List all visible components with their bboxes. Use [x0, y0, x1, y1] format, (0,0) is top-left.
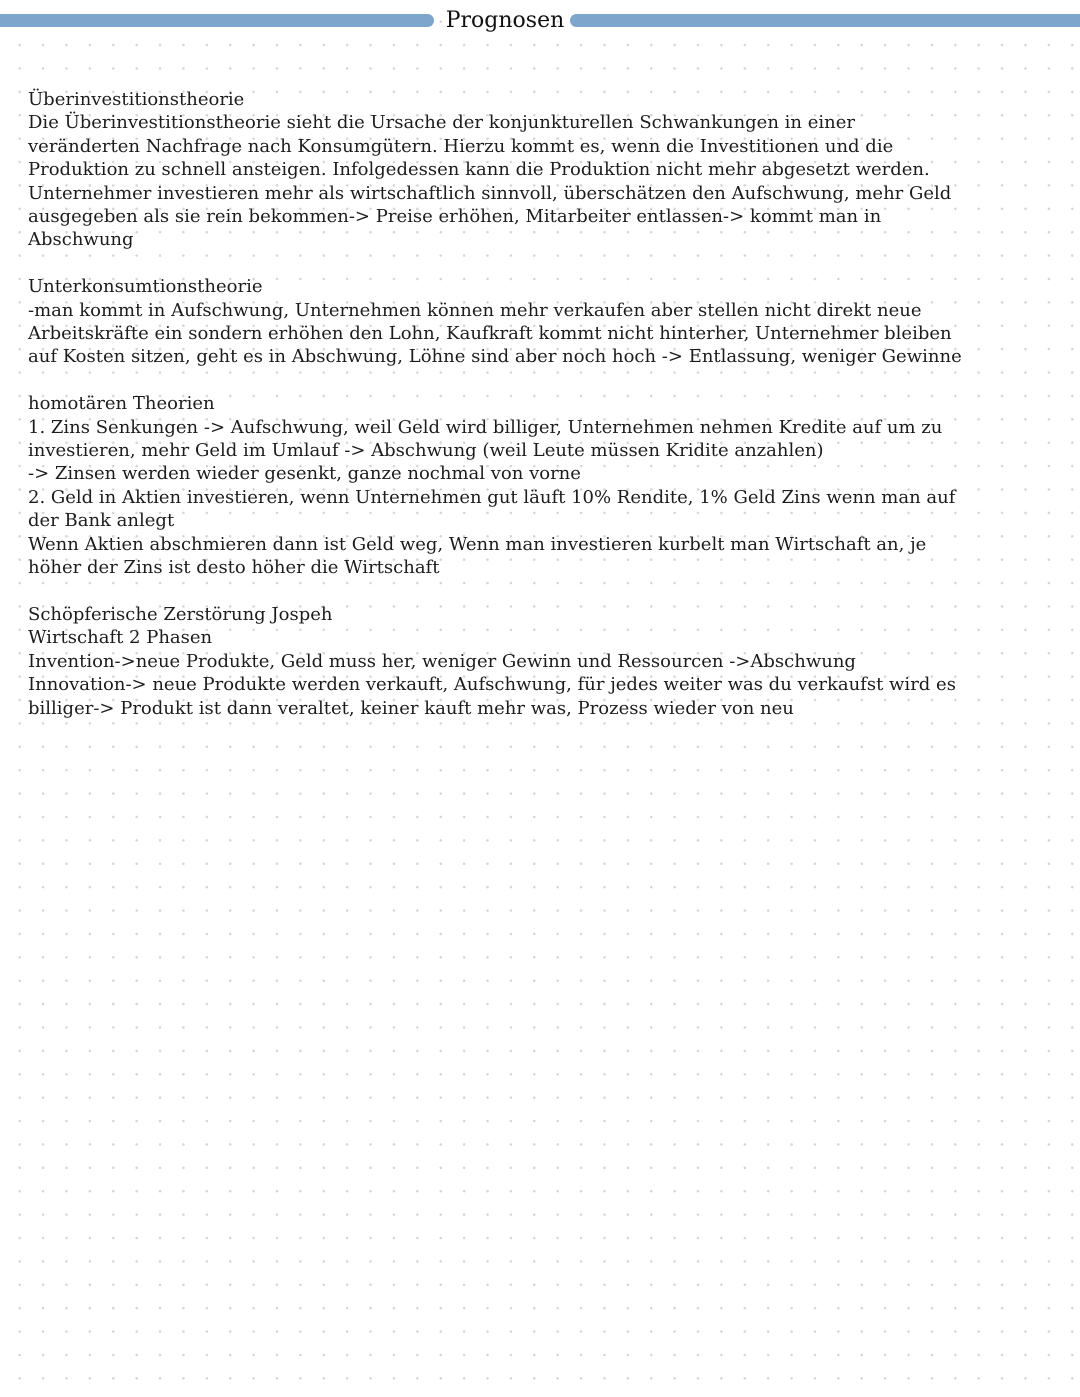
text-line: billiger-> Produkt ist dann veraltet, keiner kauft mehr was, Prozess wieder von neu [28, 697, 794, 719]
section-heading: Schöpferische Zerstörung Jospeh [28, 603, 333, 625]
text-line: veränderten Nachfrage nach Konsumgütern. Hierzu kommt es, wenn die Investitionen und die [28, 135, 894, 157]
text-line: investieren, mehr Geld im Umlauf -> Abschwung (weil Leute müssen Kridite anzahlen) [28, 440, 824, 462]
header-bar-right [570, 14, 1080, 27]
text-line: -man kommt in Aufschwung, Unternehmen können mehr verkaufen aber stellen nicht direkt neue [28, 299, 922, 321]
text-line: der Bank anlegt [28, 510, 175, 532]
text-line: Wirtschaft 2 Phasen [28, 627, 213, 649]
page-title: Prognosen [445, 8, 565, 33]
text-line: Abschwung [28, 229, 134, 251]
text-line: ausgegeben als sie rein bekommen-> Preise erhöhen, Mitarbeiter entlassen-> kommt man in [28, 206, 882, 228]
text-line: Produktion zu schnell ansteigen. Infolgedessen kann die Produktion nicht mehr abgesetzt werden. [28, 159, 930, 181]
text-line: Invention->neue Produkte, Geld muss her, weniger Gewinn und Ressourcen ->Abschwung [28, 650, 856, 672]
page-header [0, 0, 1080, 44]
text-line: 1. Zins Senkungen -> Aufschwung, weil Geld wird billiger, Unternehmen nehmen Kredite auf um zu [28, 416, 943, 438]
section-monetaere-theorien [28, 392, 1028, 579]
text-line: Unternehmer investieren mehr als wirtschaftlich sinnvoll, überschätzen den Aufschwung, mehr Geld [28, 182, 952, 204]
text-line: 2. Geld in Aktien investieren, wenn Unternehmen gut läuft 10% Rendite, 1% Geld Zins wenn man auf [28, 486, 956, 508]
notes-content [28, 88, 1028, 743]
text-line: Wenn Aktien abschmieren dann ist Geld weg, Wenn man investieren kurbelt man Wirtschaft an, je [28, 533, 927, 555]
section-heading: Unterkonsumtionstheorie [28, 276, 263, 298]
section-ueberinvestitionstheorie [28, 88, 1028, 252]
text-line: höher der Zins ist desto höher die Wirtschaft [28, 557, 440, 579]
header-bar-left [0, 14, 434, 27]
text-line: Innovation-> neue Produkte werden verkauft, Aufschwung, für jedes weiter was du verkaufst wird es [28, 674, 956, 696]
text-line: -> Zinsen werden wieder gesenkt, ganze nochmal von vorne [28, 463, 581, 485]
section-heading: homotären Theorien [28, 393, 215, 415]
section-unterkonsumtionstheorie [28, 275, 1028, 369]
section-schoepferische-zerstoerung [28, 603, 1028, 720]
text-line: auf Kosten sitzen, geht es in Abschwung, Löhne sind aber noch hoch -> Entlassung, weniger Gewinne [28, 346, 962, 368]
text-line: Arbeitskräfte ein sondern erhöhen den Lohn, Kaufkraft kommt nicht hinterher, Unternehmer bleiben [28, 323, 952, 345]
text-line: Die Überinvestitionstheorie sieht die Ursache der konjunkturellen Schwankungen in einer [28, 112, 855, 134]
section-heading: Überinvestitionstheorie [28, 89, 245, 110]
